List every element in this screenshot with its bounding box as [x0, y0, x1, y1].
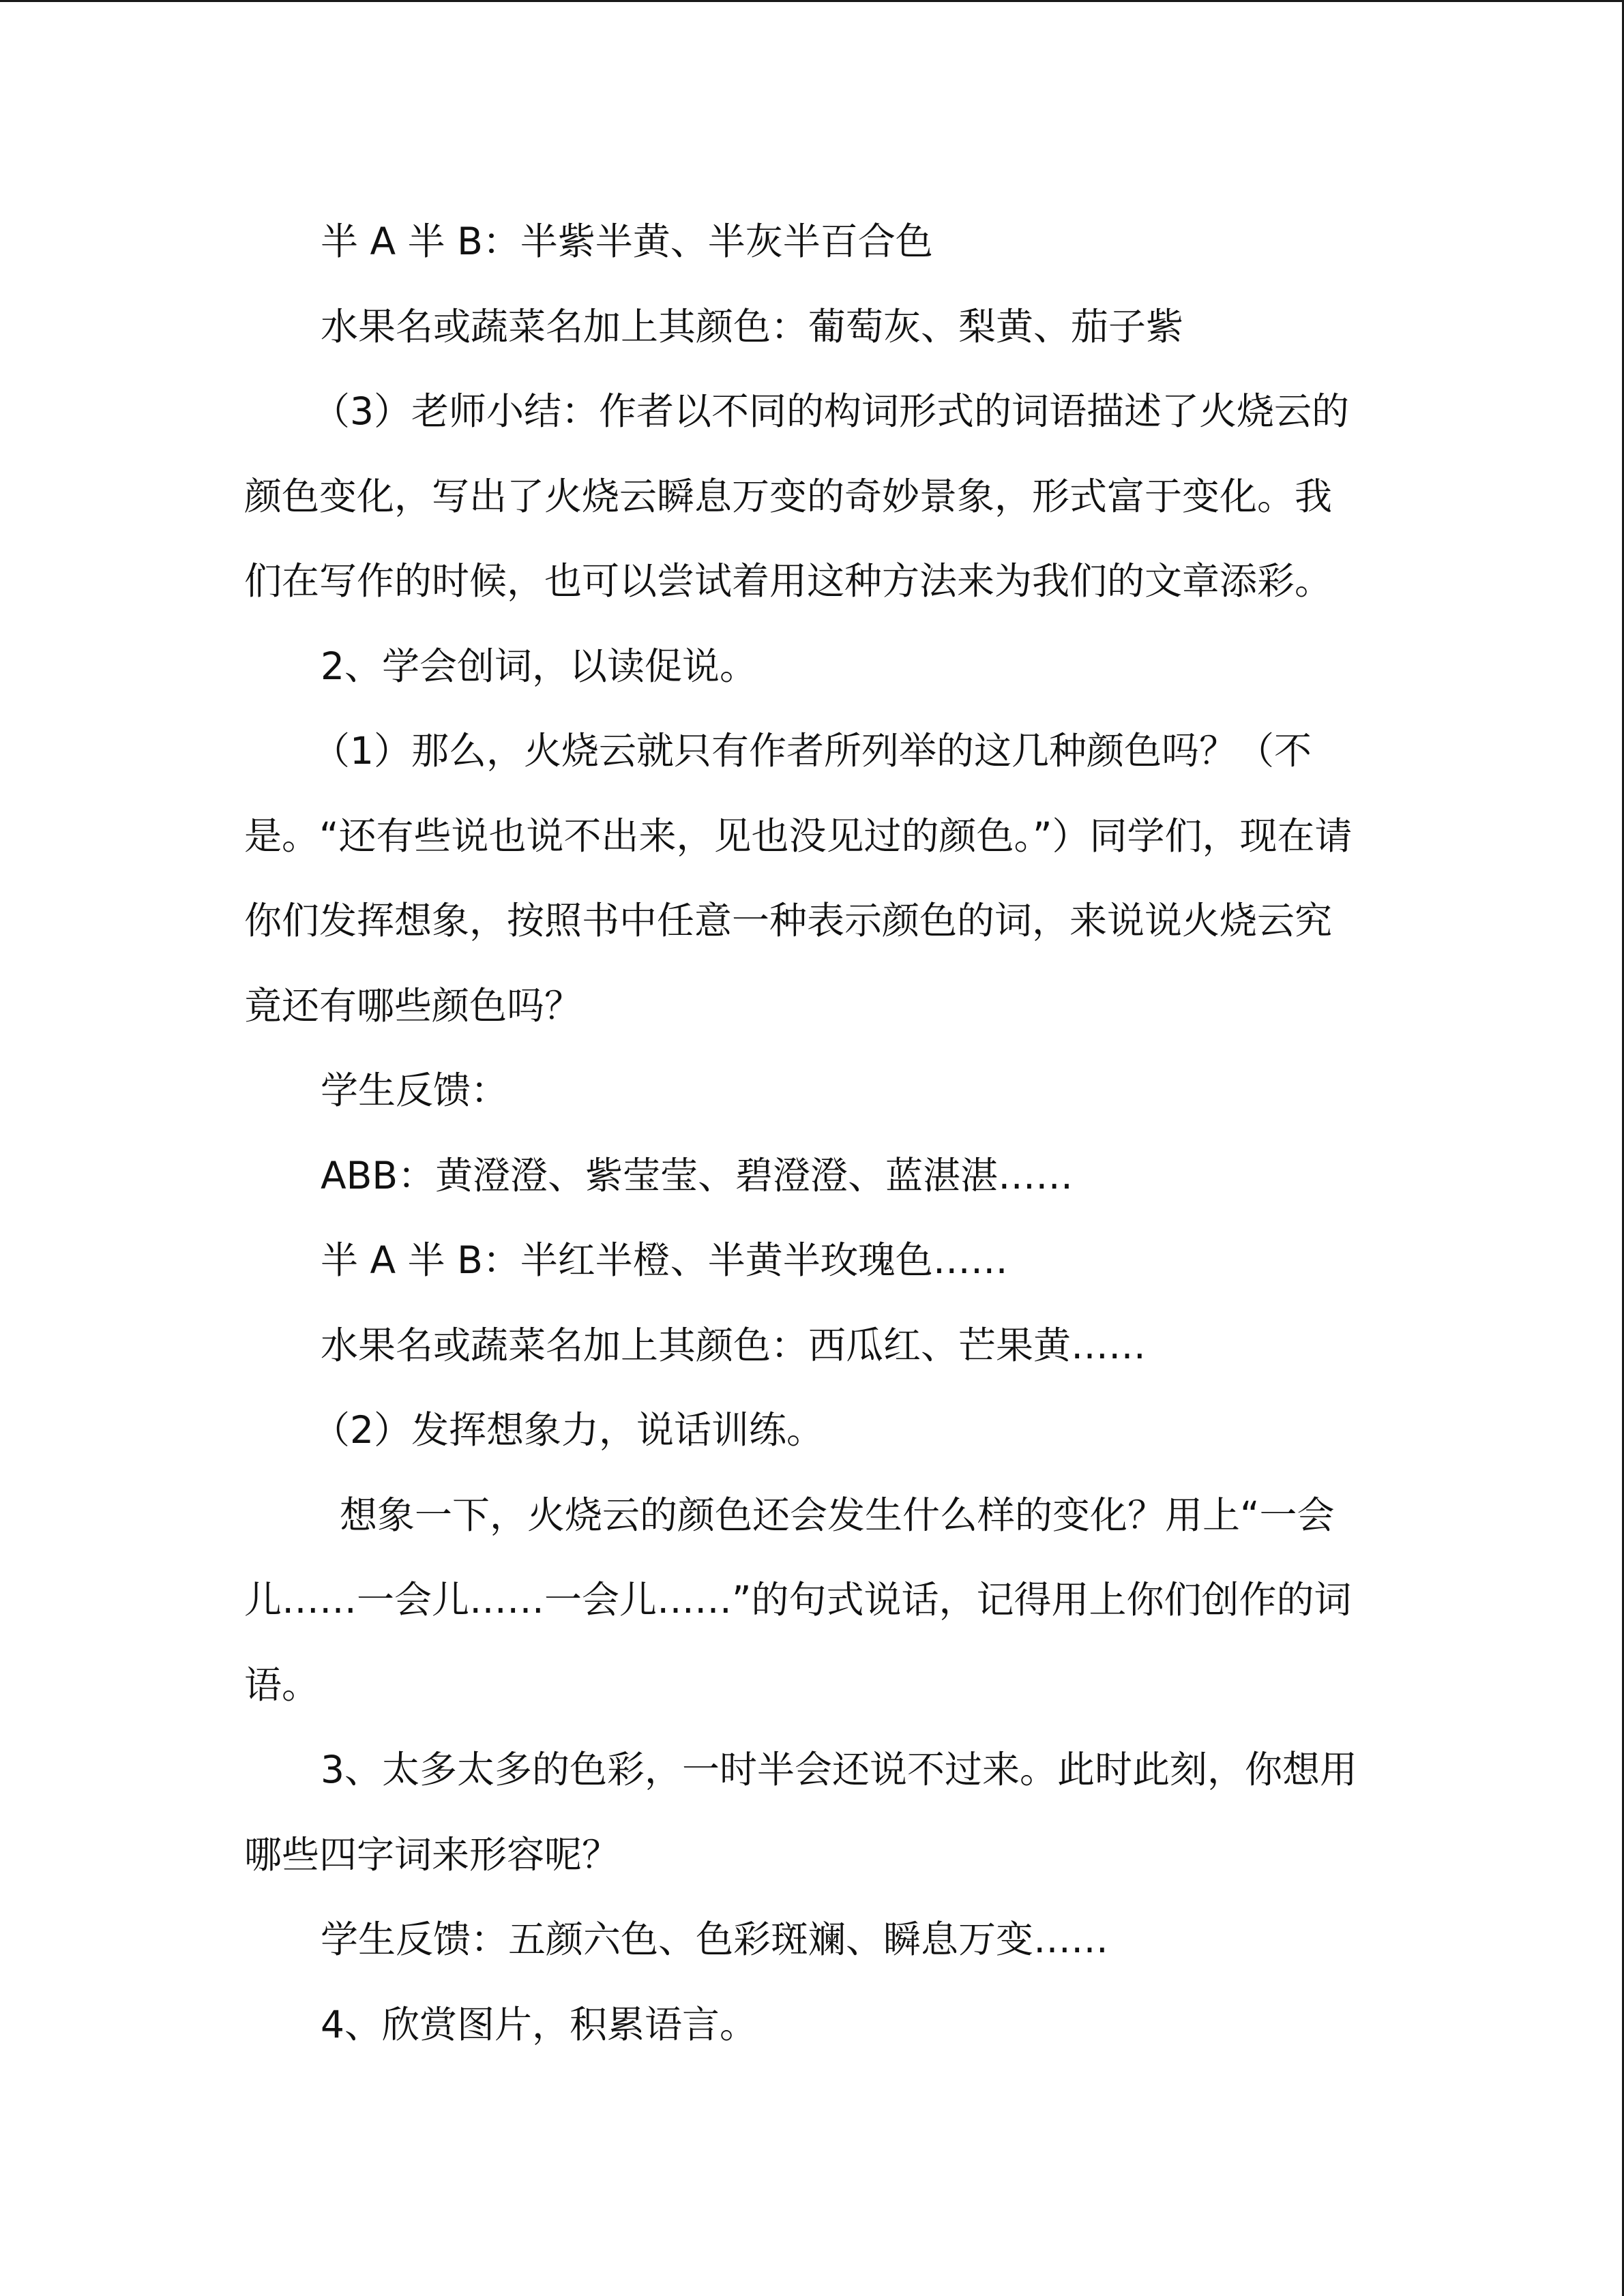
text-line: 是。“还有些说也说不出来，见也没见过的颜色。”）同学们，现在请: [244, 814, 1353, 858]
page-border-top: [0, 0, 1624, 2]
text-line: 2、学会创词，以读促说。: [321, 644, 757, 688]
text-line: （2）发挥想象力，说话训练。: [312, 1408, 824, 1452]
text-line: 颜色变化，写出了火烧云瞬息万变的奇妙景象，形式富于变化。我: [244, 474, 1333, 518]
document-body: [244, 199, 1376, 2067]
text-line: 半 A 半 B：半红半橙、半黄半玫瑰色……: [321, 1238, 1008, 1282]
text-line: 哪些四字词来形容呢？: [244, 1832, 620, 1877]
text-line: 3、太多太多的色彩，一时半会还说不过来。此时此刻，你想用: [321, 1748, 1357, 1791]
text-line: 儿……一会儿……一会儿……”的句式说话，记得用上你们创作的词: [244, 1578, 1352, 1622]
text-line: （1）那么，火烧云就只有作者所列举的这几种颜色吗？（不: [312, 729, 1312, 773]
text-line: 4、欣赏图片，积累语言。: [321, 2002, 757, 2046]
text-line: 半 A 半 B：半紫半黄、半灰半百合色: [321, 220, 933, 263]
text-line: 水果名或蔬菜名加上其颜色：西瓜红、芒果黄……: [321, 1323, 1147, 1367]
text-line: 们在写作的时候，也可以尝试着用这种方法来为我们的文章添彩。: [244, 559, 1333, 603]
text-line: ABB：黄澄澄、紫莹莹、碧澄澄、蓝湛湛……: [321, 1153, 1074, 1197]
text-line: 你们发挥想象，按照书中任意一种表示颜色的词，来说说火烧云究: [244, 899, 1333, 942]
text-line: 学生反馈：五颜六色、色彩斑斓、瞬息万变……: [321, 1918, 1109, 1961]
text-line: 语。: [244, 1663, 320, 1707]
text-line: 水果名或蔬菜名加上其颜色：葡萄灰、梨黄、茄子紫: [321, 304, 1184, 348]
text-line: 竟还有哪些颜色吗？: [244, 983, 582, 1028]
text-line: 想象一下，火烧云的颜色还会发生什么样的变化？用上“一会: [340, 1493, 1335, 1537]
text-line: （3）老师小结：作者以不同的构词形式的词语描述了火烧云的: [312, 389, 1349, 433]
text-line: 学生反馈：: [321, 1069, 509, 1112]
